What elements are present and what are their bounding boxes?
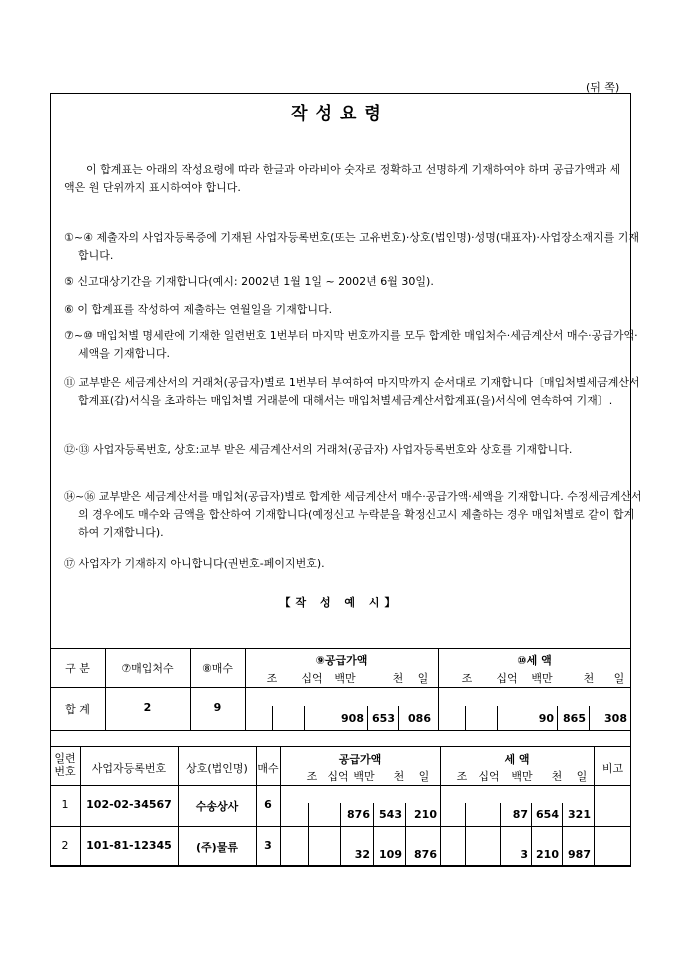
example-title: 【작 성 예 시】 bbox=[279, 596, 401, 609]
summary-buyers-value: 2 bbox=[143, 701, 152, 714]
detail-supply-ones: 876 bbox=[414, 848, 437, 861]
detail-tax-thousands: 654 bbox=[536, 808, 559, 821]
detail-regno: 102-02-34567 bbox=[86, 798, 172, 811]
summary-tax-unit: 백만 bbox=[531, 672, 553, 685]
summary-supply-unit: 천 bbox=[392, 672, 404, 685]
detail-header-tax: 세 액 bbox=[504, 753, 530, 766]
summary-tax-ones: 308 bbox=[604, 712, 627, 725]
instruction-item-3: ⑥ 이 합계표를 작성하여 제출하는 연월일을 기재합니다. bbox=[64, 303, 333, 316]
instruction-item-2: ⑤ 신고대상기간을 기재합니다(예시: 2002년 1월 1일 ~ 2002년 6월 30일). bbox=[64, 275, 434, 288]
instruction-item-7: ⑭~⑯ 교부받은 세금계산서를 매입처(공급자)별로 합계한 세금계산서 매수·공급가액·세액을 기재합니다. 수정세금계산서의 경우에도 매수와 금액을 합산하여 기재합니다(예정신고 누락분을 확정신고시 제출하는 경우 매입처별로 같이 합계하여 기재합니다). bbox=[64, 490, 642, 539]
instruction-item-6: ⑫·⑬ 사업자등록번호, 상호:교부 받은 세금계산서의 거래처(공급자) 사업자등록번호와 상호를 기재합니다. bbox=[64, 443, 573, 456]
back-side-label: (뒤 쪽) bbox=[586, 81, 620, 94]
detail-sheets: 3 bbox=[264, 839, 272, 852]
detail-supply-unit: 백만 bbox=[353, 770, 375, 783]
detail-tax-unit: 십억 bbox=[478, 770, 500, 783]
summary-supply-thousands: 653 bbox=[372, 712, 395, 725]
summary-tax-unit: 십억 bbox=[496, 672, 518, 685]
detail-supply-ones: 210 bbox=[414, 808, 437, 821]
detail-tax-unit: 일 bbox=[576, 770, 588, 783]
detail-supply-unit: 천 bbox=[393, 770, 405, 783]
detail-sheets: 6 bbox=[264, 798, 272, 811]
detail-tax-unit: 조 bbox=[456, 770, 468, 783]
summary-tax-unit: 천 bbox=[583, 672, 595, 685]
summary-supply-unit: 십억 bbox=[301, 672, 323, 685]
detail-name: 수송상사 bbox=[195, 800, 239, 813]
detail-supply-unit: 일 bbox=[418, 770, 430, 783]
detail-header-name: 상호(법인명) bbox=[186, 762, 248, 775]
detail-tax-millions: 87 bbox=[512, 808, 528, 821]
detail-tax-unit: 천 bbox=[551, 770, 563, 783]
intro-paragraph: 이 합계표는 아래의 작성요령에 따라 한글과 아라비아 숫자로 정확하고 선명하게 기재하여야 하며 공급가액과 세액은 원 단위까지 표시하여야 합니다. bbox=[64, 163, 621, 194]
detail-tax-ones: 321 bbox=[568, 808, 591, 821]
summary-tax-unit: 일 bbox=[613, 672, 625, 685]
detail-supply-millions: 32 bbox=[354, 848, 370, 861]
summary-supply-ones: 086 bbox=[408, 712, 431, 725]
detail-serial: 1 bbox=[61, 798, 69, 811]
detail-tax-ones: 987 bbox=[568, 848, 591, 861]
detail-name: (주)물류 bbox=[196, 841, 238, 854]
detail-supply-millions: 876 bbox=[347, 808, 370, 821]
summary-header-category: 구 분 bbox=[65, 662, 90, 675]
summary-header-buyers: ⑦매입처수 bbox=[121, 662, 174, 675]
detail-header-sheets: 매수 bbox=[257, 762, 279, 775]
detail-tax-unit: 백만 bbox=[511, 770, 533, 783]
detail-serial: 2 bbox=[61, 839, 69, 852]
detail-header-regno: 사업자등록번호 bbox=[91, 762, 167, 775]
summary-header-sheets: ⑧매수 bbox=[201, 662, 234, 675]
detail-supply-unit: 조 bbox=[306, 770, 318, 783]
summary-supply-unit: 일 bbox=[417, 672, 429, 685]
summary-row-label: 합 계 bbox=[65, 703, 90, 716]
detail-regno: 101-81-12345 bbox=[86, 839, 172, 852]
instruction-item-5: ⑪ 교부받은 세금계산서의 거래처(공급자)별로 1번부터 부여하여 마지막까지 순서대로 기재합니다〔매입처별세금계산서합계표(갑)서식을 초과하는 매입처별 거래분에 대해서는 매입처별세금계산서합계표(을)서식에 연속하여 기재〕. bbox=[64, 376, 640, 407]
instruction-item-4: ⑦~⑩ 매입처별 명세란에 기재한 일련번호 1번부터 마지막 번호까지를 모두 합계한 매입처수·세금계산서 매수·공급가액·세액을 기재합니다. bbox=[64, 329, 638, 360]
detail-header-supply: 공급가액 bbox=[338, 753, 382, 766]
detail-supply-thousands: 109 bbox=[379, 848, 402, 861]
detail-header-serial: 일련번호 bbox=[54, 752, 76, 778]
detail-tax-millions: 3 bbox=[520, 848, 528, 861]
summary-supply-millions: 908 bbox=[341, 712, 364, 725]
summary-header-supply: ⑨공급가액 bbox=[315, 654, 368, 667]
summary-supply-unit: 백만 bbox=[334, 672, 356, 685]
detail-header-note: 비고 bbox=[601, 762, 624, 775]
summary-sheets-value: 9 bbox=[213, 701, 222, 714]
detail-supply-unit: 십억 bbox=[327, 770, 349, 783]
summary-tax-thousands: 865 bbox=[563, 712, 586, 725]
summary-tax-unit: 조 bbox=[461, 672, 473, 685]
instruction-item-8: ⑰ 사업자가 기재하지 아니합니다(권번호-페이지번호). bbox=[64, 557, 325, 570]
summary-tax-millions: 90 bbox=[538, 712, 554, 725]
detail-supply-thousands: 543 bbox=[379, 808, 402, 821]
summary-supply-unit: 조 bbox=[266, 672, 278, 685]
summary-header-tax: ⑩세 액 bbox=[517, 654, 552, 667]
detail-tax-thousands: 210 bbox=[536, 848, 559, 861]
page-title: 작성요령 bbox=[291, 104, 389, 124]
instruction-item-1: ①~④ 제출자의 사업자등록증에 기재된 사업자등록번호(또는 고유번호)·상호(법인명)·성명(대표자)·사업장소재지를 기재합니다. bbox=[64, 231, 639, 262]
